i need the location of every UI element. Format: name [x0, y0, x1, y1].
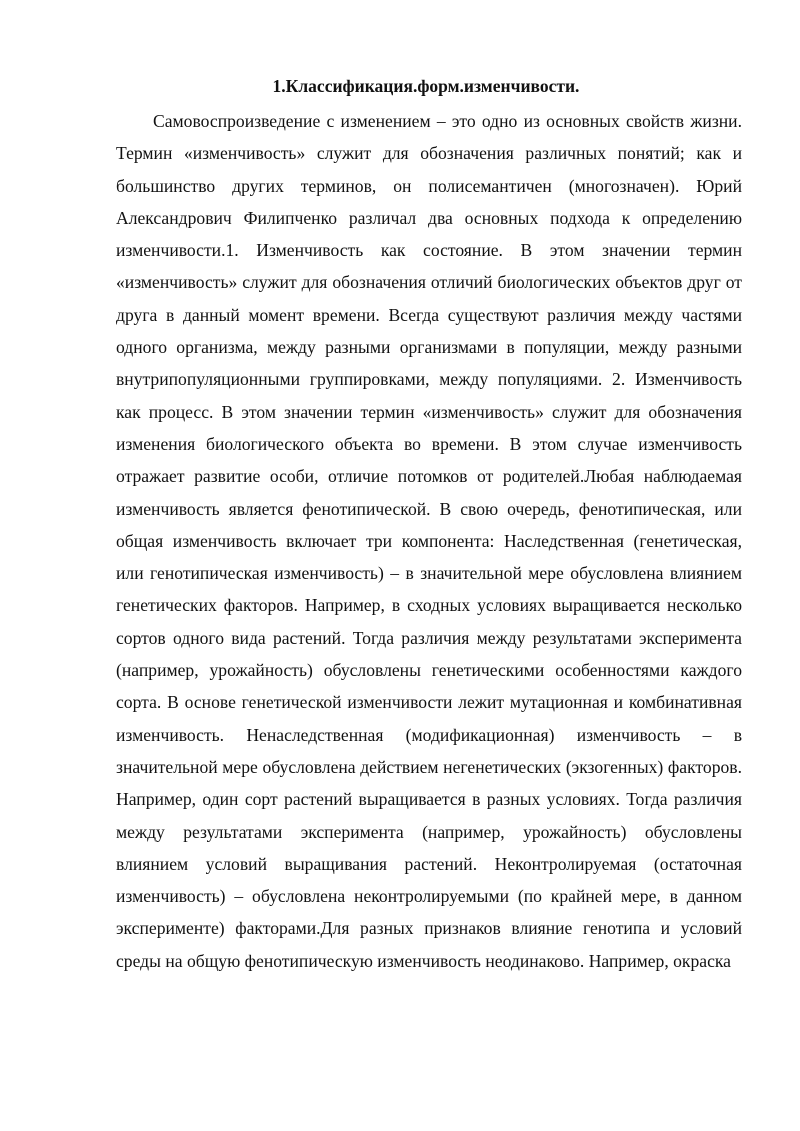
- section-title: 1.Классификация.форм.изменчивости.: [272, 76, 580, 96]
- body-paragraph: Самовоспроизведение с изменением – это одно из основных свойств жизни. Термин «изменчивость» служит для обозначения различных понятий; как и большинство других терминов, он полисемантичен (многозначен). Юрий Александрович Филипченко различал два основных подхода к определению изменчивости.1. Изменчивость как состояние. В этом значении термин «изменчивость» служит для обозначения отличий биологических объектов друг от друга в данный момент времени. Всегда существуют различия между частями одного организма, между разными организмами в популяции, между разными внутрипопуляционными группировками, между популяциями. 2. Изменчивость как процесс. В этом значении термин «изменчивость» служит для обозначения изменения биологического объекта во времени. В этом случае изменчивость отражает развитие особи, отличие потомков от родителей.Любая наблюдаемая изменчивость является фенотипической. В свою очередь, фенотипическая, или общая изменчивость включает три компонента: Наследственная (генетическая, или генотипическая изменчивость) – в значительной мере обусловлена влиянием генетических факторов. Например, в сходных условиях выращивается несколько сортов одного вида растений. Тогда различия между результатами эксперимента (например, урожайность) обусловлены генетическими особенностями каждого сорта. В основе генетической изменчивости лежит мутационная и комбинативная изменчивость. Ненаследственная (модификационная) изменчивость – в значительной мере обусловлена действием негенетических (экзогенных) факторов. Например, один сорт растений выращивается в разных условиях. Тогда различия между результатами эксперимента (например, урожайность) обусловлены влиянием условий выращивания растений. Неконтролируемая (остаточная изменчивость) – обусловлена неконтролируемыми (по крайней мере, в данном эксперименте) факторами.Для разных признаков влияние генотипа и условий среды на общую фенотипическую изменчивость неодинаково. Например, окраска: [116, 111, 742, 971]
